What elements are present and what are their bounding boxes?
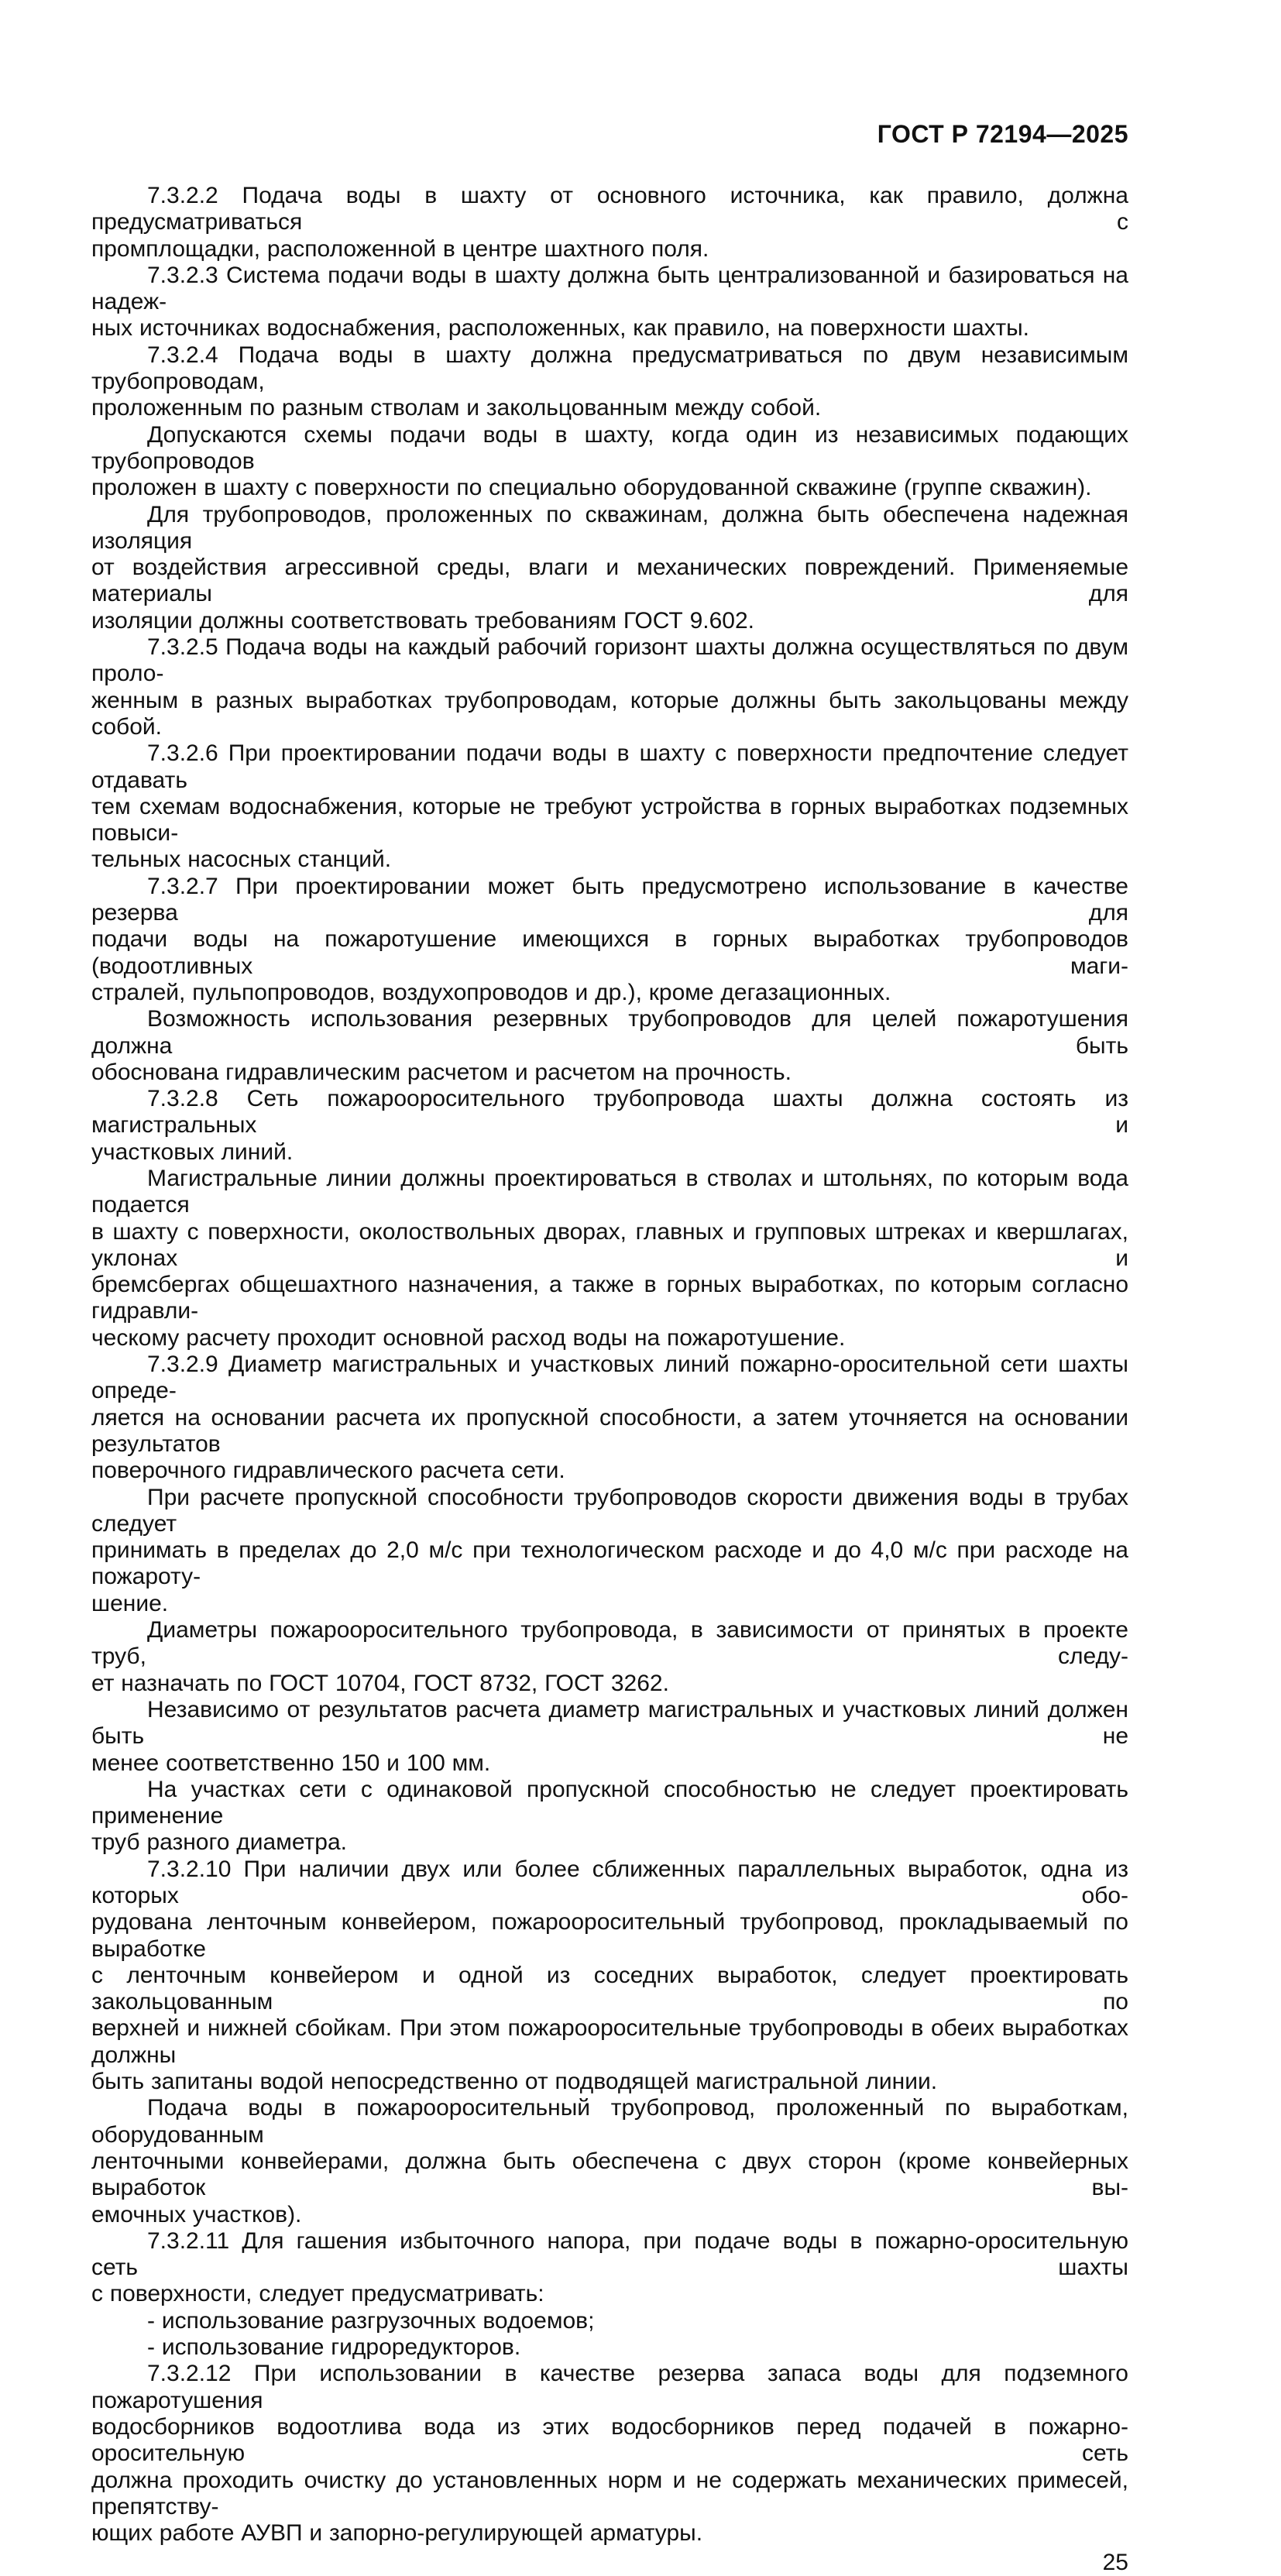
paragraph — [91, 874, 1128, 1006]
paragraph — [91, 2228, 1128, 2308]
text-line: с ленточным конвейером и одной из соседних выработок, следует проектировать закольцованным по — [91, 1962, 1128, 2015]
list-item — [91, 2334, 1128, 2361]
text-line: 7.3.2.4 Подача воды в шахту должна предусматриваться по двум независимым трубопроводам, — [91, 342, 1128, 395]
text-line: ляется на основании расчета их пропускной способности, а затем уточняется на основании результатов — [91, 1404, 1128, 1457]
paragraph — [91, 1086, 1128, 1166]
text-line: водосборников водоотлива вода из этих водосборников перед подачей в пожарно-оросительную сеть — [91, 2413, 1128, 2467]
text-line: ет назначать по ГОСТ 10704, ГОСТ 8732, ГОСТ 3262. — [91, 1670, 669, 1696]
text-line: промплощадки, расположенной в центре шахтного поля. — [91, 235, 709, 262]
paragraph — [91, 1006, 1128, 1086]
text-line: проложен в шахту с поверхности по специально оборудованной скважине (группе скважин). — [91, 475, 1092, 501]
text-line: участковых линий. — [91, 1139, 294, 1165]
text-line: 7.3.2.3 Система подачи воды в шахту должна быть централизованной и базироваться на надеж- — [91, 262, 1128, 315]
text-line: - использование разгрузочных водоемов; — [147, 2307, 595, 2334]
text-line: принимать в пределах до 2,0 м/с при технологическом расходе и до 4,0 м/с при расходе на пожароту- — [91, 1537, 1128, 1590]
paragraph — [91, 1777, 1128, 1856]
paragraph — [91, 1617, 1128, 1697]
text-line: 7.3.2.11 Для гашения избыточного напора, при подаче воды в пожарно-оросительную сеть шахты — [91, 2227, 1128, 2281]
paragraph — [91, 1485, 1128, 1617]
text-line: 7.3.2.7 При проектировании может быть предусмотрено использование в качестве резерва для — [91, 873, 1128, 926]
text-line: менее соответственно 150 и 100 мм. — [91, 1750, 491, 1776]
text-line: Магистральные линии должны проектироваться в стволах и штольнях, по которым вода подается — [91, 1165, 1128, 1218]
text-line: При расчете пропускной способности трубопроводов скорости движения воды в трубах следует — [91, 1484, 1128, 1537]
text-line: изоляции должны соответствовать требованиям ГОСТ 9.602. — [91, 607, 754, 634]
text-line: быть запитаны водой непосредственно от подводящей магистральной линии. — [91, 2069, 938, 2095]
text-line: 7.3.2.5 Подача воды на каждый рабочий горизонт шахты должна осуществляться по двум проло- — [91, 634, 1128, 687]
text-line: 7.3.2.8 Сеть пожарооросительного трубопровода шахты должна состоять из магистральных и — [91, 1086, 1128, 1139]
text-line: тем схемам водоснабжения, которые не требуют устройства в горных выработках подземных повыси- — [91, 793, 1128, 847]
paragraph — [91, 502, 1128, 634]
paragraph — [91, 2095, 1128, 2227]
text-line: 7.3.2.10 При наличии двух или более сближенных параллельных выработок, одна из которых обо- — [91, 1856, 1128, 1908]
paragraph — [91, 740, 1128, 873]
text-line: Независимо от результатов расчета диаметр магистральных и участковых линий должен быть не — [91, 1696, 1128, 1750]
text-line: в шахту с поверхности, околоствольных дворах, главных и групповых штреках и квершлагах, уклонах и — [91, 1218, 1128, 1271]
text-line: 7.3.2.2 Подача воды в шахту от основного источника, как правило, должна предусматриваться с — [91, 183, 1128, 235]
text-line: шение. — [91, 1590, 169, 1616]
text-line: Для трубопроводов, проложенных по скважинам, должна быть обеспечена надежная изоляция — [91, 501, 1128, 554]
paragraph — [91, 634, 1128, 740]
paragraph — [91, 1352, 1128, 1484]
page-number: 25 — [1102, 2550, 1128, 2576]
text-line: проложенным по разным стволам и закольцованным между собой. — [91, 395, 822, 421]
text-line: 7.3.2.12 При использовании в качестве резерва запаса воды для подземного пожаротушения — [91, 2361, 1128, 2413]
paragraph — [91, 1856, 1128, 2096]
text-line: стралей, пульпопроводов, воздухопроводов и др.), кроме дегазационных. — [91, 979, 891, 1005]
text-line: - использование гидроредукторов. — [147, 2334, 521, 2361]
text-line: емочных участков). — [91, 2201, 302, 2227]
document-page — [91, 121, 1128, 2576]
paragraph — [91, 1166, 1128, 1352]
text-line: ленточными конвейерами, должна быть обеспечена с двух сторон (кроме конвейерных выработок вы- — [91, 2148, 1128, 2201]
text-line: с поверхности, следует предусматривать: — [91, 2281, 544, 2307]
text-line: 7.3.2.9 Диаметр магистральных и участковых линий пожарно-оросительной сети шахты опреде- — [91, 1352, 1128, 1404]
text-line: поверочного гидравлического расчета сети. — [91, 1458, 565, 1484]
text-line: бремсбергах общешахтного назначения, а также в горных выработках, по которым согласно гидравли- — [91, 1272, 1128, 1324]
running-header: ГОСТ Р 72194—2025 — [877, 120, 1128, 148]
list-item — [91, 2308, 1128, 2334]
text-line: женным в разных выработках трубопроводам, которые должны быть закольцованы между собой. — [91, 687, 1128, 740]
text-line: тельных насосных станций. — [91, 847, 392, 873]
text-line: подачи воды на пожаротушение имеющихся в горных выработках трубопроводов (водоотливных маги- — [91, 926, 1128, 979]
text-line: Диаметры пожарооросительного трубопровода, в зависимости от принятых в проекте труб, следу- — [91, 1617, 1128, 1670]
text-line: от воздействия агрессивной среды, влаги и механических повреждений. Применяемые материалы для — [91, 555, 1128, 607]
text-line: 7.3.2.6 При проектировании подачи воды в шахту с поверхности предпочтение следует отдавать — [91, 740, 1128, 793]
text-line: обоснована гидравлическим расчетом и расчетом на прочность. — [91, 1059, 792, 1085]
paragraph — [91, 1697, 1128, 1777]
text-line: ных источниках водоснабжения, расположенных, как правило, на поверхности шахты. — [91, 315, 1029, 342]
text-line: ческому расчету проходит основной расход воды на пожаротушение. — [91, 1324, 846, 1351]
text-line: ющих работе АУВП и запорно-регулирующей арматуры. — [91, 2520, 703, 2547]
text-line: труб разного диаметра. — [91, 1829, 347, 1856]
paragraph — [91, 342, 1128, 422]
text-line: На участках сети с одинаковой пропускной способностью не следует проектировать применение — [91, 1776, 1128, 1829]
text-line: должна проходить очистку до установленных норм и не содержать механических примесей, препятству- — [91, 2467, 1128, 2519]
paragraph — [91, 422, 1128, 502]
text-line: Подача воды в пожарооросительный трубопровод, проложенный по выработкам, оборудованным — [91, 2095, 1128, 2148]
text-line: верхней и нижней сбойкам. При этом пожарооросительные трубопроводы в обеих выработках должны — [91, 2015, 1128, 2068]
text-line: Допускаются схемы подачи воды в шахту, когда один из независимых подающих трубопроводов — [91, 421, 1128, 474]
text-line: Возможность использования резервных трубопроводов для целей пожаротушения должна быть — [91, 1006, 1128, 1059]
document-body — [91, 183, 1128, 2547]
paragraph — [91, 183, 1128, 263]
paragraph — [91, 263, 1128, 342]
text-line: рудована ленточным конвейером, пожарооросительный трубопровод, прокладываемый по выработке — [91, 1909, 1128, 1962]
paragraph — [91, 2361, 1128, 2547]
